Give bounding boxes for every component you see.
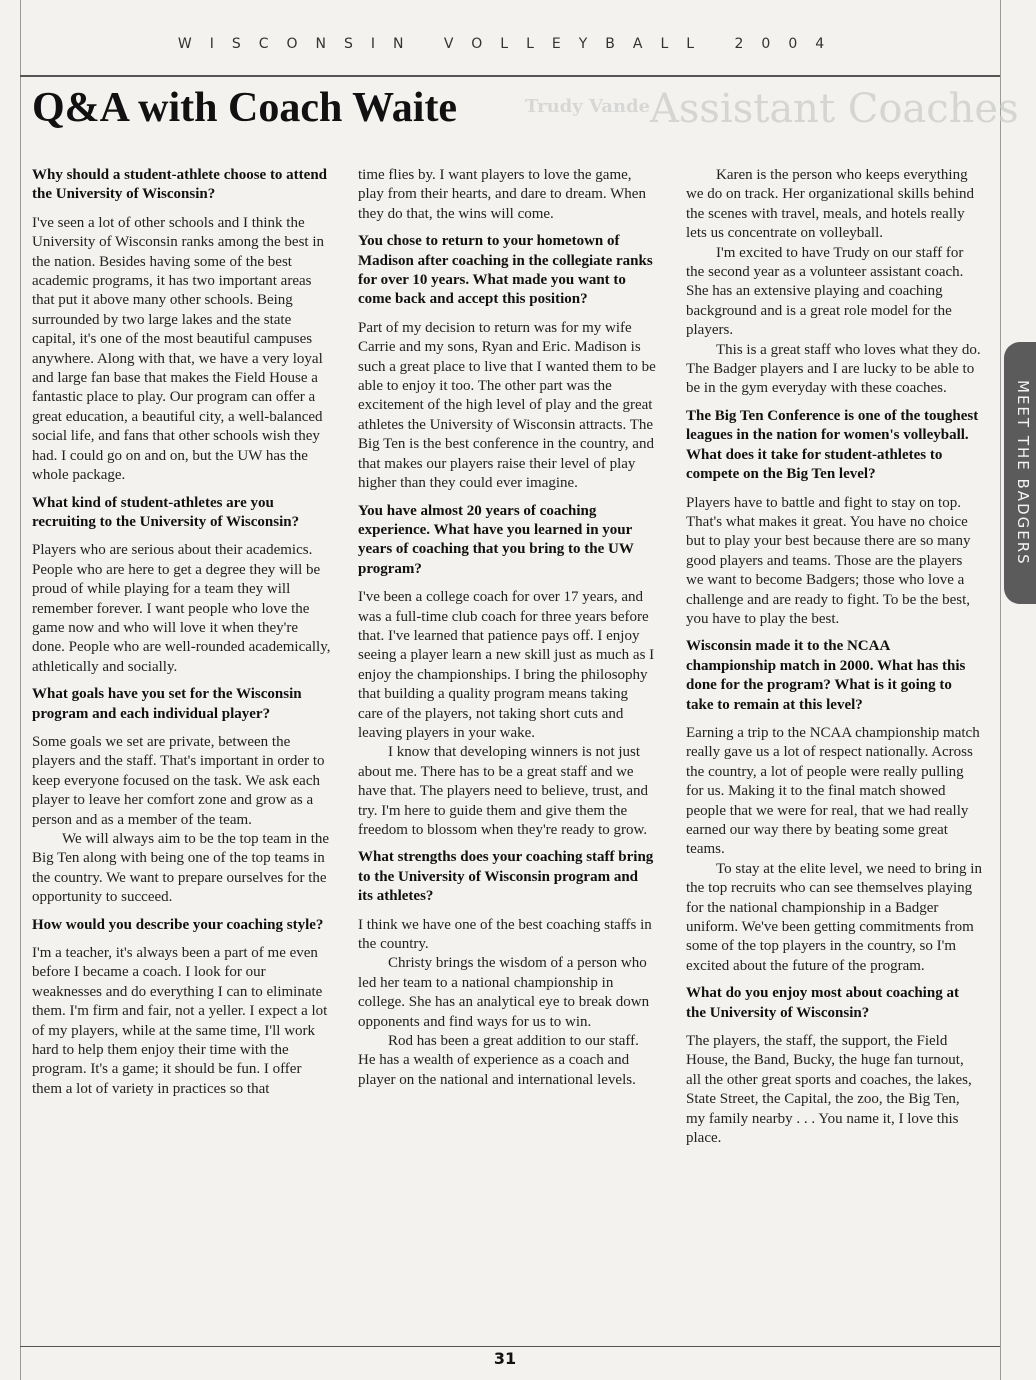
bleed-through-title: Assistant Coaches (650, 86, 1019, 132)
answer-paragraph: Rod has been a great addition to our staff. He has a wealth of experience as a coach and player on the national and international levels. (358, 1033, 639, 1088)
qa-block-10 (686, 984, 982, 1148)
bleed-through-subtitle: Trudy Vande (525, 96, 651, 117)
answer-paragraph: I think we have one of the best coaching staffs in the country. (358, 916, 652, 953)
question: How would you describe your coaching style? (32, 916, 324, 933)
answer-paragraph: Earning a trip to the NCAA championship match really gave us a lot of respect nationally. Across the country, a lot of people were really pulling for us. Making it to the final match showed people that we were for real, that we had really earned our way there by beating some great teams. (686, 724, 980, 858)
column-3 (686, 166, 982, 1157)
question: The Big Ten Conference is one of the toughest leagues in the nation for women's volleyball. What does it take for student-athletes to compete on the Big Ten level? (686, 407, 979, 483)
qa-block-3 (32, 685, 332, 907)
question: Why should a student-athlete choose to attend the University of Wisconsin? (32, 167, 328, 203)
question: What goals have you set for the Wisconsin program and each individual player? (32, 686, 302, 722)
answer-paragraph: I've seen a lot of other schools and I think the University of Wisconsin ranks among the best in the nation. Besides having some of the best academic programs, it has two important areas that put it above many other schools. Being surrounded by two large lakes and the state capital, it's one of the most beautiful campuses anywhere. Along with that, we have a very loyal and large fan base that makes the Field House a fantastic place to play. Our program can offer a great education, a beautiful city, a well-balanced social life, and fans that other schools wish they had. I could go on and on, but the UW has the whole package. (32, 214, 324, 484)
question: What strengths does your coaching staff bring to the University of Wisconsin program and its athletes? (358, 849, 654, 905)
answer-paragraph: We will always aim to be the top team in the Big Ten along with being one of the top teams in the country. We want to prepare ourselves for the opportunity to succeed. (32, 831, 330, 906)
page-number: 31 (493, 1349, 517, 1368)
answer-paragraph: To stay at the elite level, we need to bring in the top recruits who can see themselves playing for the national championship in a Badger uniform. We've been getting commitments from some of the top players in the country, so I'm excited about the future of the program. (686, 860, 982, 974)
answer-paragraph: The players, the staff, the support, the Field House, the Band, Bucky, the huge fan turnout, all the other great sports and coaches, the lakes, State Street, the Capital, the zoo, the Big Ten, my family nearby . . . You name it, I love this place. (686, 1033, 972, 1147)
qa-block-7 (358, 848, 656, 1090)
continued-answer: time flies by. I want players to love the game, play from their hearts, and dare to dream. When they do that, the wins will come. (358, 167, 646, 222)
answer-paragraph: I've been a college coach for over 17 years, and was a full-time club coach for three years before that. I've learned that patience pays off. I enjoy seeing a player learn a new skill just as much as I enjoy the championships. I bring the philosophy that building a quality program means taking care of the players, not taking short cuts and leaving players in your wake. (358, 589, 655, 741)
continued-answer: Karen is the person who keeps everything we do on track. Her organizational skills behind the scenes with travel, meals, and hotels really lets us concentrate on volleyball. (686, 167, 974, 242)
answer-paragraph: Christy brings the wisdom of a person who led her team to a national championship in college. She has an analytical eye to break down opponents and find ways for us to win. (358, 955, 650, 1030)
qa-block-6 (358, 502, 656, 841)
running-head: WISCONSIN VOLLEYBALL 2004 (177, 36, 843, 52)
answer-paragraph: I'm excited to have Trudy on our staff for the second year as a volunteer assistant coach. She has an extensive playing and coaching background and is a great role model for the players. (686, 244, 964, 339)
section-tab-label: MEET THE BADGERS (1014, 380, 1032, 566)
question: You chose to return to your hometown of Madison after coaching in the collegiate ranks for over 10 years. What made you want to come back and accept this position? (358, 233, 653, 308)
question: What kind of student-athletes are you recruiting to the University of Wisconsin? (32, 494, 300, 530)
answer-paragraph: Part of my decision to return was for my wife Carrie and my sons, Ryan and Eric. Madison is such a great place to live that I wanted them to be able to enjoy it too. The other part was the excitement of the high level of play and the great athletes the University of Wisconsin attracts. The Big Ten is the best conference in the country, and that makes our players raise their level of play higher than they could ever imagine. (358, 319, 656, 492)
qa-block-4 (32, 916, 332, 1100)
column-2 (358, 166, 656, 1098)
answer-paragraph: This is a great staff who loves what they do. The Badger players and I are lucky to be able to be in the gym everyday with these coaches. (686, 341, 981, 397)
question: You have almost 20 years of coaching experience. What have you learned in your years of coaching that you bring to the UW program? (358, 502, 634, 577)
answer-paragraph: Players have to battle and fight to stay on top. That's what makes it great. You have no choice but to play your best because there are so many good players and teams. Those are the players we want to become Badgers; those who love a challenge and are ready to fight. To be the best, you have to play the best. (686, 494, 971, 627)
page-border-right (1000, 0, 1001, 1380)
answer-paragraph: Some goals we set are private, between the players and the staff. That's important in order to keep everyone focused on the task. We ask each player to leave her comfort zone and grow as a person and as a member of the team. (32, 733, 325, 828)
qa-block-5 (358, 232, 656, 493)
question: What do you enjoy most about coaching at the University of Wisconsin? (686, 985, 959, 1021)
qa-block-1 (32, 166, 332, 486)
footer-rule (20, 1346, 1000, 1347)
answer-paragraph: Players who are serious about their academics. People who are here to get a degree they will be proud of while playing for a team they will remember forever. I want people who love the game now and who will love it when they're done. People who are well-rounded academically, athletically and socially. (32, 542, 331, 675)
question: Wisconsin made it to the NCAA championship match in 2000. What has this done for the program? What is it going to take to remain at this level? (686, 638, 966, 713)
qa-block-9 (686, 637, 982, 976)
answer-paragraph: I know that developing winners is not just about me. There has to be a great staff and we have that. The players need to believe, trust, and try. I'm here to guide them and give them the freedom to blossom when they're ready to grow. (358, 744, 649, 838)
qa-block-8 (686, 407, 982, 629)
answer-paragraph: I'm a teacher, it's always been a part of me even before I became a coach. I look for our weaknesses and do everything I can to eliminate them. I'm firm and fair, not a yeller. I expect a lot of my players, while at the same time, I'll work hard to help them enjoy their time with the program. It's a game; it should be fun. I offer them a lot of variety in practices so that (32, 945, 328, 1097)
page-title: Q&A with Coach Waite (32, 85, 458, 131)
page-border-left (20, 0, 21, 1380)
header-rule (20, 75, 1000, 77)
qa-block-2 (32, 494, 332, 678)
column-1 (32, 166, 332, 1107)
